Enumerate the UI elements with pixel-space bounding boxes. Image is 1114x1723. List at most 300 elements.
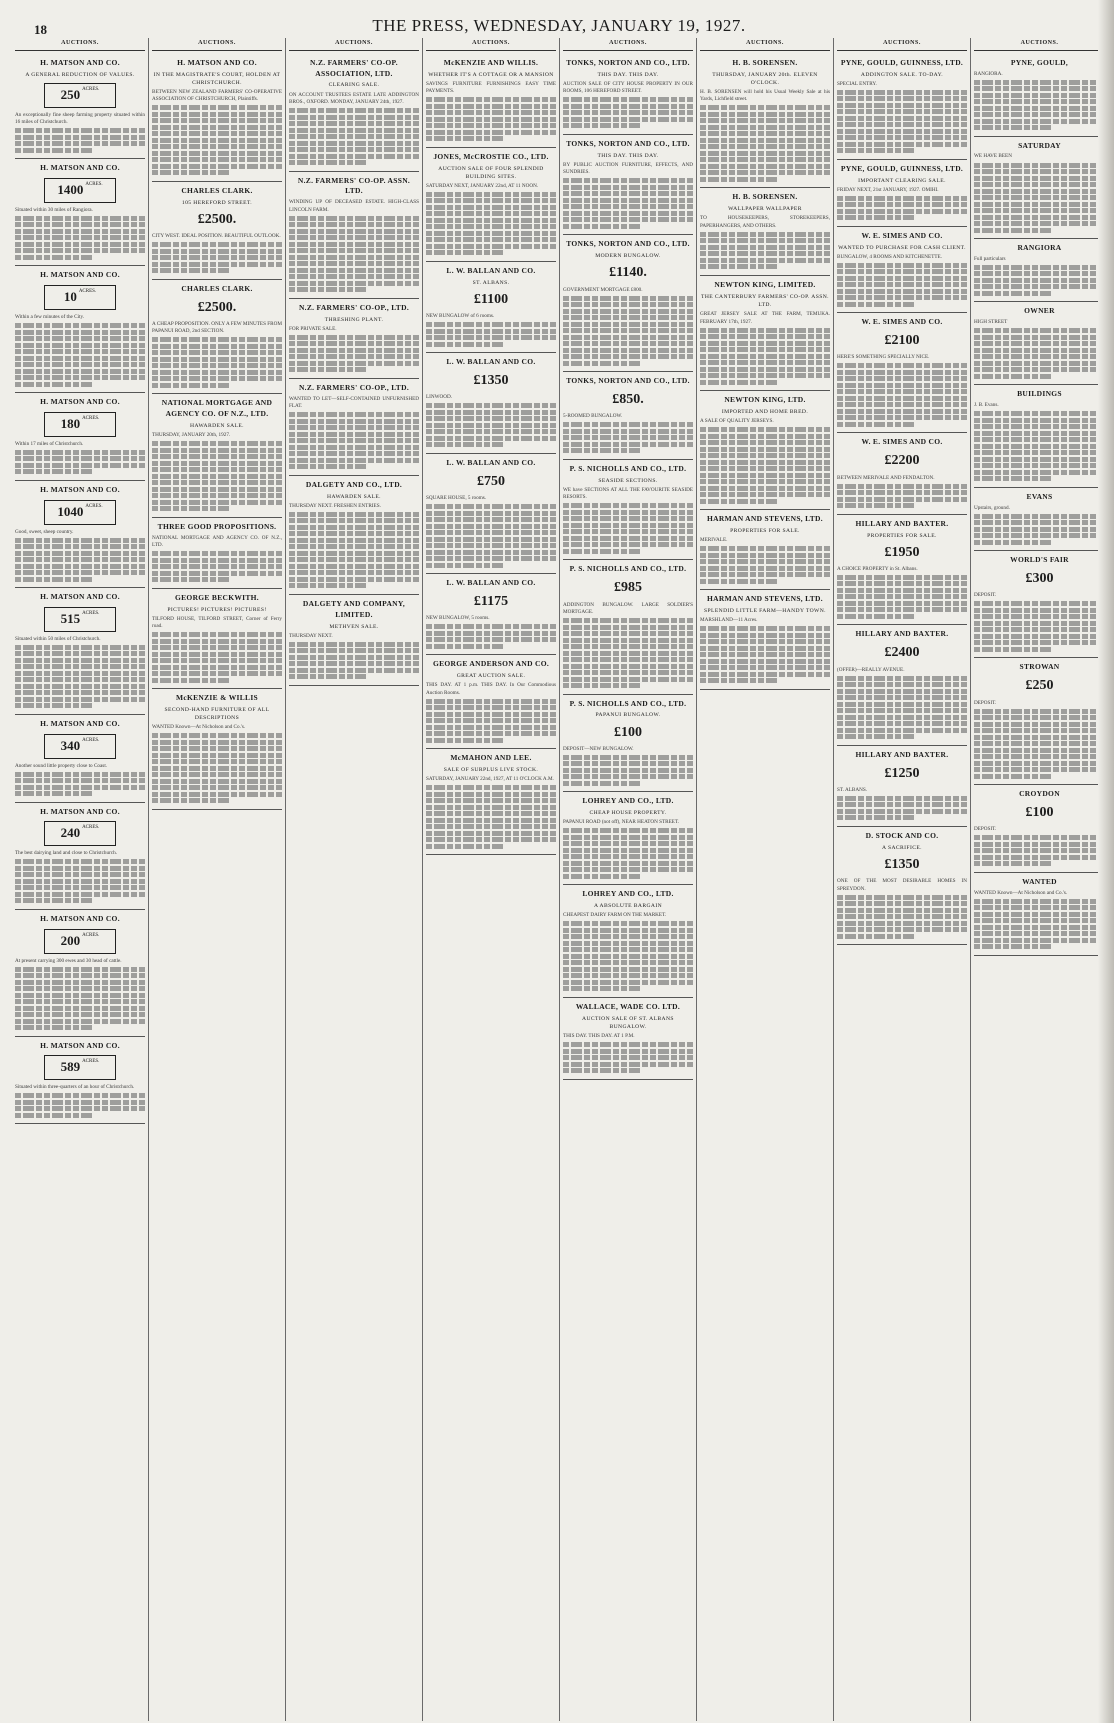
body-text-line: [974, 431, 1105, 436]
body-text-line: [289, 564, 419, 569]
page-header: [14, 4, 1104, 37]
ad-price: £1350: [884, 856, 920, 872]
body-text-line: [15, 538, 145, 543]
body-text-line: [289, 674, 367, 679]
body-text-line: [837, 409, 967, 414]
body-text-line: [426, 837, 556, 842]
acres-label: ACRES.: [82, 610, 100, 616]
body-text-line: [974, 444, 1105, 449]
advertiser-name: HARMAN AND STEVENS, LTD.: [707, 514, 823, 524]
advertiser-name: JONES, McCROSTIE CO., LTD.: [433, 151, 549, 161]
advertisement: [837, 227, 967, 314]
body-text-line: [152, 772, 282, 777]
body-text-line: [974, 476, 1053, 481]
advertiser-name: H. MATSON AND CO.: [40, 484, 120, 494]
body-text-line: [837, 135, 967, 140]
body-text-line: [15, 141, 145, 146]
body-text-line: [837, 263, 967, 268]
body-text-line: [563, 104, 693, 109]
body-text-line: [837, 116, 967, 121]
body-text-line: [15, 148, 93, 153]
body-text-line: [974, 540, 1053, 545]
body-text-line: [563, 185, 693, 190]
ad-subheading: SALE OF SURPLUS LIVE STOCK.: [443, 767, 539, 774]
advertisement: [974, 785, 1105, 873]
body-text-line: [837, 721, 967, 726]
body-text-line: [289, 432, 419, 437]
body-text-line: [700, 125, 830, 130]
advertisement: [15, 54, 145, 159]
ad-subheading: A GENERAL REDUCTION OF VALUES.: [25, 71, 135, 78]
body-text-line: [974, 99, 1105, 104]
body-text-line: [700, 341, 830, 346]
body-text-line: [563, 848, 693, 853]
body-text-line: [152, 658, 282, 663]
body-text-line: [426, 244, 556, 249]
body-text-line: [152, 105, 282, 110]
body-text-line: [700, 373, 830, 378]
body-text-line: [837, 676, 967, 681]
body-text-line: [426, 205, 556, 210]
body-text-line: [563, 549, 641, 554]
body-text-line: [837, 895, 967, 900]
ad-body-text: CITY WEST. IDEAL POSITION. BEAUTIFUL OUTLOOK.: [152, 233, 281, 240]
ad-subheading: IMPORTANT CLEARING SALE.: [858, 177, 946, 184]
body-text-line: [563, 1049, 693, 1054]
body-text-line: [837, 802, 967, 807]
advertisement: [15, 910, 145, 1037]
body-text-line: [563, 110, 693, 115]
body-text-line: [837, 396, 967, 401]
body-text-line: [837, 402, 967, 407]
body-text-line: [837, 708, 967, 713]
body-text-line: [700, 427, 830, 432]
body-text-line: [152, 645, 282, 650]
ad-subheading: THRESHING PLANT.: [324, 316, 384, 323]
ad-price: £2500.: [197, 211, 237, 227]
advertisement: [426, 353, 556, 454]
body-text-line: [152, 577, 230, 582]
body-text-line: [289, 261, 419, 266]
ad-body-text: BUNGALOW, 4 ROOMS AND KITCHENETTE.: [837, 253, 942, 260]
body-text-line: [152, 112, 282, 117]
body-text-line: [563, 1055, 693, 1060]
advertisement: [837, 515, 967, 626]
body-text-line: [426, 335, 556, 340]
ad-body-text: THURSDAY NEXT.: [289, 632, 333, 639]
advertisement: [289, 299, 419, 379]
advertiser-name: H. MATSON AND CO.: [40, 270, 120, 280]
advertisement: [152, 518, 282, 589]
advertiser-name: L. W. BALLAN AND CO.: [446, 265, 536, 275]
body-text-line: [152, 652, 282, 657]
body-text-line: [974, 374, 1053, 379]
body-text-line: [837, 715, 967, 720]
advertiser-name: TONKS, NORTON AND CO., LTD.: [566, 376, 690, 386]
body-text-line: [426, 624, 556, 629]
body-text-line: [15, 1006, 145, 1011]
body-text-line: [563, 97, 693, 102]
body-text-line: [974, 527, 1105, 532]
body-text-line: [837, 908, 967, 913]
acreage-box: [44, 821, 116, 846]
body-text-line: [974, 861, 1053, 866]
body-text-line: [700, 258, 830, 263]
advertiser-name: CROYDON: [1019, 789, 1060, 799]
body-text-line: [426, 517, 556, 522]
body-text-line: [152, 639, 282, 644]
body-text-line: [563, 542, 693, 547]
body-text-line: [15, 967, 145, 972]
body-text-line: [426, 637, 556, 642]
body-text-line: [700, 665, 830, 670]
ad-body-text: BY PUBLIC AUCTION FURNITURE, EFFECTS, AND SUNDRIES.: [563, 161, 693, 176]
body-text-line: [837, 415, 967, 420]
ad-body-text: FRIDAY NEXT, 21st JANUARY, 1927. OMIHI.: [837, 186, 939, 193]
advertisement: [837, 625, 967, 745]
body-text-line: [289, 248, 419, 253]
body-text-line: [563, 683, 641, 688]
ad-price: £2200: [884, 453, 920, 469]
body-text-line: [15, 564, 145, 569]
body-text-line: [974, 647, 1053, 652]
body-text-line: [837, 796, 967, 801]
body-text-line: [974, 754, 1105, 759]
body-text-line: [426, 250, 504, 255]
ad-subheading: CLEARING SALE.: [328, 82, 380, 89]
ad-body-text: HERE'S SOMETHING SPECIALLY NICE.: [837, 354, 930, 361]
body-text-line: [837, 389, 967, 394]
body-text-line: [426, 731, 556, 736]
body-text-line: [563, 198, 693, 203]
body-text-line: [700, 245, 830, 250]
body-text-line: [426, 824, 556, 829]
body-text-line: [289, 255, 419, 260]
body-text-line: [700, 633, 830, 638]
advertiser-name: HILLARY AND BAXTER.: [855, 749, 949, 759]
body-text-line: [563, 348, 693, 353]
body-text-line: [563, 503, 693, 508]
body-text-line: [152, 454, 282, 459]
advertisement: [837, 313, 967, 433]
body-text-line: [289, 525, 419, 530]
body-text-line: [15, 1106, 145, 1111]
advertiser-name: H. MATSON AND CO.: [40, 57, 120, 67]
ad-body-text: ON ACCOUNT TRUSTEES ESTATE LATE ADDINGTON BROS., OXFORD. MONDAY, JANUARY 24th, 1927.: [289, 91, 419, 106]
column-heading: AUCTIONS.: [700, 38, 830, 51]
body-text-line: [837, 209, 967, 214]
acres-label: ACRES.: [82, 1059, 100, 1065]
body-text-line: [289, 583, 367, 588]
body-text-line: [974, 450, 1105, 455]
body-text-line: [700, 105, 830, 110]
ad-subheading: SPLENDID LITTLE FARM—HANDY TOWN.: [704, 607, 826, 614]
body-text-line: [563, 934, 693, 939]
body-text-line: [289, 354, 419, 359]
body-text-line: [152, 262, 282, 267]
body-text-line: [289, 425, 419, 430]
body-text-line: [289, 128, 419, 133]
body-text-line: [837, 282, 967, 287]
body-text-line: [152, 759, 282, 764]
ad-subheading: THE CANTERBURY FARMERS' CO-OP. ASSN. LTD.: [701, 293, 829, 308]
body-text-line: [426, 511, 556, 516]
body-text-line: [837, 594, 967, 599]
body-text-line: [563, 178, 693, 183]
body-text-line: [289, 287, 367, 292]
body-text-line: [563, 755, 693, 760]
ad-body-text: SATURDAY NEXT, JANUARY 22nd, AT 11 NOON.: [426, 182, 539, 189]
body-text-line: [426, 550, 556, 555]
body-text-line: [563, 296, 693, 301]
column-heading: AUCTIONS.: [563, 38, 693, 51]
advertiser-name: DALGETY AND COMPANY, LIMITED.: [302, 598, 406, 619]
body-text-line: [700, 232, 830, 237]
body-text-line: [700, 492, 830, 497]
advertiser-name: H. MATSON AND CO.: [40, 913, 120, 923]
ad-subheading: CHEAP HOUSE PROPERTY.: [589, 810, 667, 817]
advertiser-name: H. B. SORENSEN.: [732, 57, 798, 67]
ad-subheading: WHETHER IT'S A COTTAGE OR A MANSION: [428, 71, 554, 78]
body-text-line: [974, 106, 1105, 111]
advertisement: [563, 235, 693, 372]
body-text-line: [700, 347, 830, 352]
body-text-line: [974, 291, 1053, 296]
body-text-line: [837, 927, 967, 932]
ad-subheading: IMPORTED AND HOME BRED.: [721, 408, 809, 415]
body-text-line: [700, 354, 830, 359]
column-heading: AUCTIONS.: [837, 38, 967, 51]
body-text-line: [974, 278, 1105, 283]
column-5: [560, 38, 697, 1721]
body-text-line: [289, 335, 419, 340]
body-text-line: [837, 370, 967, 375]
body-text-line: [700, 157, 830, 162]
body-text-line: [974, 715, 1105, 720]
body-text-line: [152, 461, 282, 466]
ad-body-text: WE have SECTIONS AT ALL THE FAVOURITE SEASIDE RESORTS.: [563, 486, 693, 501]
ad-subheading: 105 HEREFORD STREET.: [181, 199, 253, 206]
ad-body-text: Another sound little property close to Coast.: [15, 762, 108, 769]
body-text-line: [289, 361, 419, 366]
body-text-line: [563, 123, 641, 128]
advertisement: [15, 1037, 145, 1125]
acres-label: ACRES.: [85, 181, 103, 187]
body-text-line: [152, 376, 282, 381]
advertiser-name: H. MATSON AND CO.: [40, 592, 120, 602]
body-text-line: [152, 370, 282, 375]
body-text-line: [700, 251, 830, 256]
body-text-line: [426, 322, 556, 327]
acreage-number: 250: [60, 86, 81, 102]
body-text-line: [700, 328, 830, 333]
body-text-line: [15, 343, 145, 348]
body-text-line: [837, 934, 915, 939]
body-text-line: [289, 445, 419, 450]
body-text-line: [563, 224, 641, 229]
ad-body-text: J. B. Evans.: [974, 402, 999, 409]
body-text-line: [563, 361, 641, 366]
body-text-line: [152, 249, 282, 254]
body-text-line: [974, 221, 1105, 226]
body-text-line: [837, 484, 967, 489]
body-text-line: [15, 128, 145, 133]
body-text-line: [152, 157, 282, 162]
body-text-line: [15, 772, 145, 777]
body-text-line: [152, 487, 282, 492]
advertiser-name: P. S. NICHOLLS AND CO., LTD.: [569, 698, 687, 708]
body-text-line: [974, 176, 1105, 181]
body-text-line: [289, 229, 419, 234]
body-text-line: [563, 302, 693, 307]
ad-body-text: GOVERNMENT MORTGAGE £800.: [563, 286, 643, 293]
advertiser-name: N.Z. FARMERS' CO-OP., LTD.: [298, 302, 410, 312]
body-text-line: [837, 289, 967, 294]
advertiser-name: PYNE, GOULD, GUINNESS, LTD.: [840, 57, 964, 67]
body-text-line: [289, 160, 367, 165]
advertisement: [15, 715, 145, 803]
column-heading: AUCTIONS.: [289, 38, 419, 51]
body-text-line: [426, 556, 556, 561]
advertiser-name: H. MATSON AND CO.: [40, 1040, 120, 1050]
acreage-box: [44, 734, 116, 759]
body-text-line: [15, 336, 145, 341]
advertisement: [837, 433, 967, 514]
body-text-line: [837, 302, 915, 307]
body-text-line: [426, 699, 556, 704]
body-text-line: [426, 198, 556, 203]
ad-body-text: Good, sweet, sheep country.: [15, 528, 74, 535]
ad-subheading: AUCTION SALE OF ST. ALBANS BUNGALOW.: [582, 1015, 674, 1030]
advertisement: [15, 481, 145, 588]
body-text-line: [152, 383, 230, 388]
body-text-line: [563, 841, 693, 846]
ad-body-text: THURSDAY, JANUARY 20th, 1927.: [152, 432, 231, 439]
body-text-line: [426, 712, 556, 717]
advertiser-name: TONKS, NORTON AND CO., LTD.: [566, 239, 690, 249]
body-text-line: [15, 242, 145, 247]
body-text-line: [15, 1093, 145, 1098]
ad-body-text: SPECIAL ENTRY.: [837, 80, 877, 87]
body-text-line: [837, 490, 967, 495]
body-text-line: [15, 986, 145, 991]
body-text-line: [152, 138, 282, 143]
ad-body-text: THURSDAY NEXT. FRESHEN ENTRIES.: [289, 502, 381, 509]
ad-subheading: PAPANUI BUNGALOW.: [595, 712, 661, 719]
body-text-line: [15, 450, 145, 455]
advertisement: [15, 266, 145, 393]
body-text-line: [289, 458, 419, 463]
ad-price: £1950: [884, 544, 920, 560]
body-text-line: [563, 315, 693, 320]
body-text-line: [837, 607, 967, 612]
body-text-line: [837, 682, 967, 687]
acreage-number: 515: [60, 610, 81, 626]
ad-subheading: MODERN BUNGALOW.: [595, 253, 661, 260]
body-text-line: [974, 944, 1053, 949]
body-text-line: [837, 702, 967, 707]
body-text-line: [563, 309, 693, 314]
body-text-line: [289, 412, 419, 417]
ad-subheading: ADDINGTON SALE. TO-DAY.: [860, 71, 944, 78]
advertisement: [289, 172, 419, 299]
body-text-line: [426, 805, 556, 810]
ad-body-text: An exceptionally fine sheep farming property situated within 16 miles of Christchurch.: [15, 111, 145, 126]
body-text-line: [152, 441, 282, 446]
body-text-line: [700, 572, 830, 577]
body-text-line: [426, 329, 556, 334]
body-text-line: [152, 474, 282, 479]
ad-price: £2100: [884, 333, 920, 349]
advertisement: [974, 385, 1105, 487]
body-text-line: [974, 354, 1105, 359]
ad-body-text: Situated within three-quarters of an hour of Christchurch.: [15, 1084, 135, 1091]
body-text-line: [426, 563, 504, 568]
body-text-line: [289, 134, 419, 139]
body-text-line: [700, 678, 778, 683]
advertiser-name: CHARLES CLARK.: [181, 185, 253, 195]
body-text-line: [563, 618, 693, 623]
acres-label: ACRES.: [82, 415, 100, 421]
body-text-line: [15, 1113, 93, 1118]
body-text-line: [974, 627, 1105, 632]
acreage-box: [44, 607, 116, 632]
body-text-line: [15, 703, 93, 708]
body-text-line: [837, 142, 967, 147]
body-text-line: [563, 657, 693, 662]
advertiser-name: GEORGE ANDERSON AND CO.: [432, 659, 550, 669]
advertiser-name: H. MATSON AND CO.: [40, 397, 120, 407]
ad-body-text: Situated within 30 miles of Rangiora.: [15, 206, 93, 213]
advertiser-name: L. W. BALLAN AND CO.: [446, 578, 536, 588]
advertiser-name: PYNE, GOULD,: [1010, 57, 1069, 67]
body-text-line: [563, 768, 693, 773]
body-text-line: [700, 659, 830, 664]
ad-body-text: A SALE OF QUALITY JERSEYS.: [700, 418, 774, 425]
ad-body-text: ONE OF THE MOST DESIRABLE HOMES IN SPREYDON.: [837, 878, 967, 892]
ad-price: £750: [477, 473, 505, 489]
body-text-line: [563, 625, 693, 630]
acreage-box: [44, 285, 116, 310]
column-1: [12, 38, 149, 1721]
page-edge-shadow: [1098, 0, 1114, 1723]
body-text-line: [837, 215, 915, 220]
body-text-line: [15, 222, 145, 227]
body-text-line: [152, 125, 282, 130]
ad-body-text: TO HOUSEKEEPERS, STOREKEEPERS, PAPERHANGERS, AND OTHERS.: [700, 215, 830, 229]
body-text-line: [974, 533, 1105, 538]
ad-subheading: HAWARDEN SALE.: [327, 493, 381, 500]
advertisement: [15, 803, 145, 910]
masthead-title: THE PRESS, WEDNESDAY, JANUARY 19, 1927.: [372, 16, 746, 35]
advertiser-name: BUILDINGS: [1017, 389, 1062, 399]
body-text-line: [974, 640, 1105, 645]
body-text-line: [563, 761, 693, 766]
body-text-line: [426, 631, 556, 636]
body-text-line: [152, 344, 282, 349]
body-text-line: [15, 866, 145, 871]
body-text-line: [152, 268, 230, 273]
body-text-line: [289, 121, 419, 126]
body-text-line: [15, 551, 145, 556]
body-text-line: [837, 276, 967, 281]
acres-label: ACRES.: [85, 503, 103, 509]
body-text-line: [152, 350, 282, 355]
body-text-line: [152, 170, 230, 175]
body-text-line: [974, 761, 1105, 766]
body-text-line: [974, 228, 1053, 233]
advertiser-name: N.Z. FARMERS' CO-OP., LTD.: [298, 382, 410, 392]
